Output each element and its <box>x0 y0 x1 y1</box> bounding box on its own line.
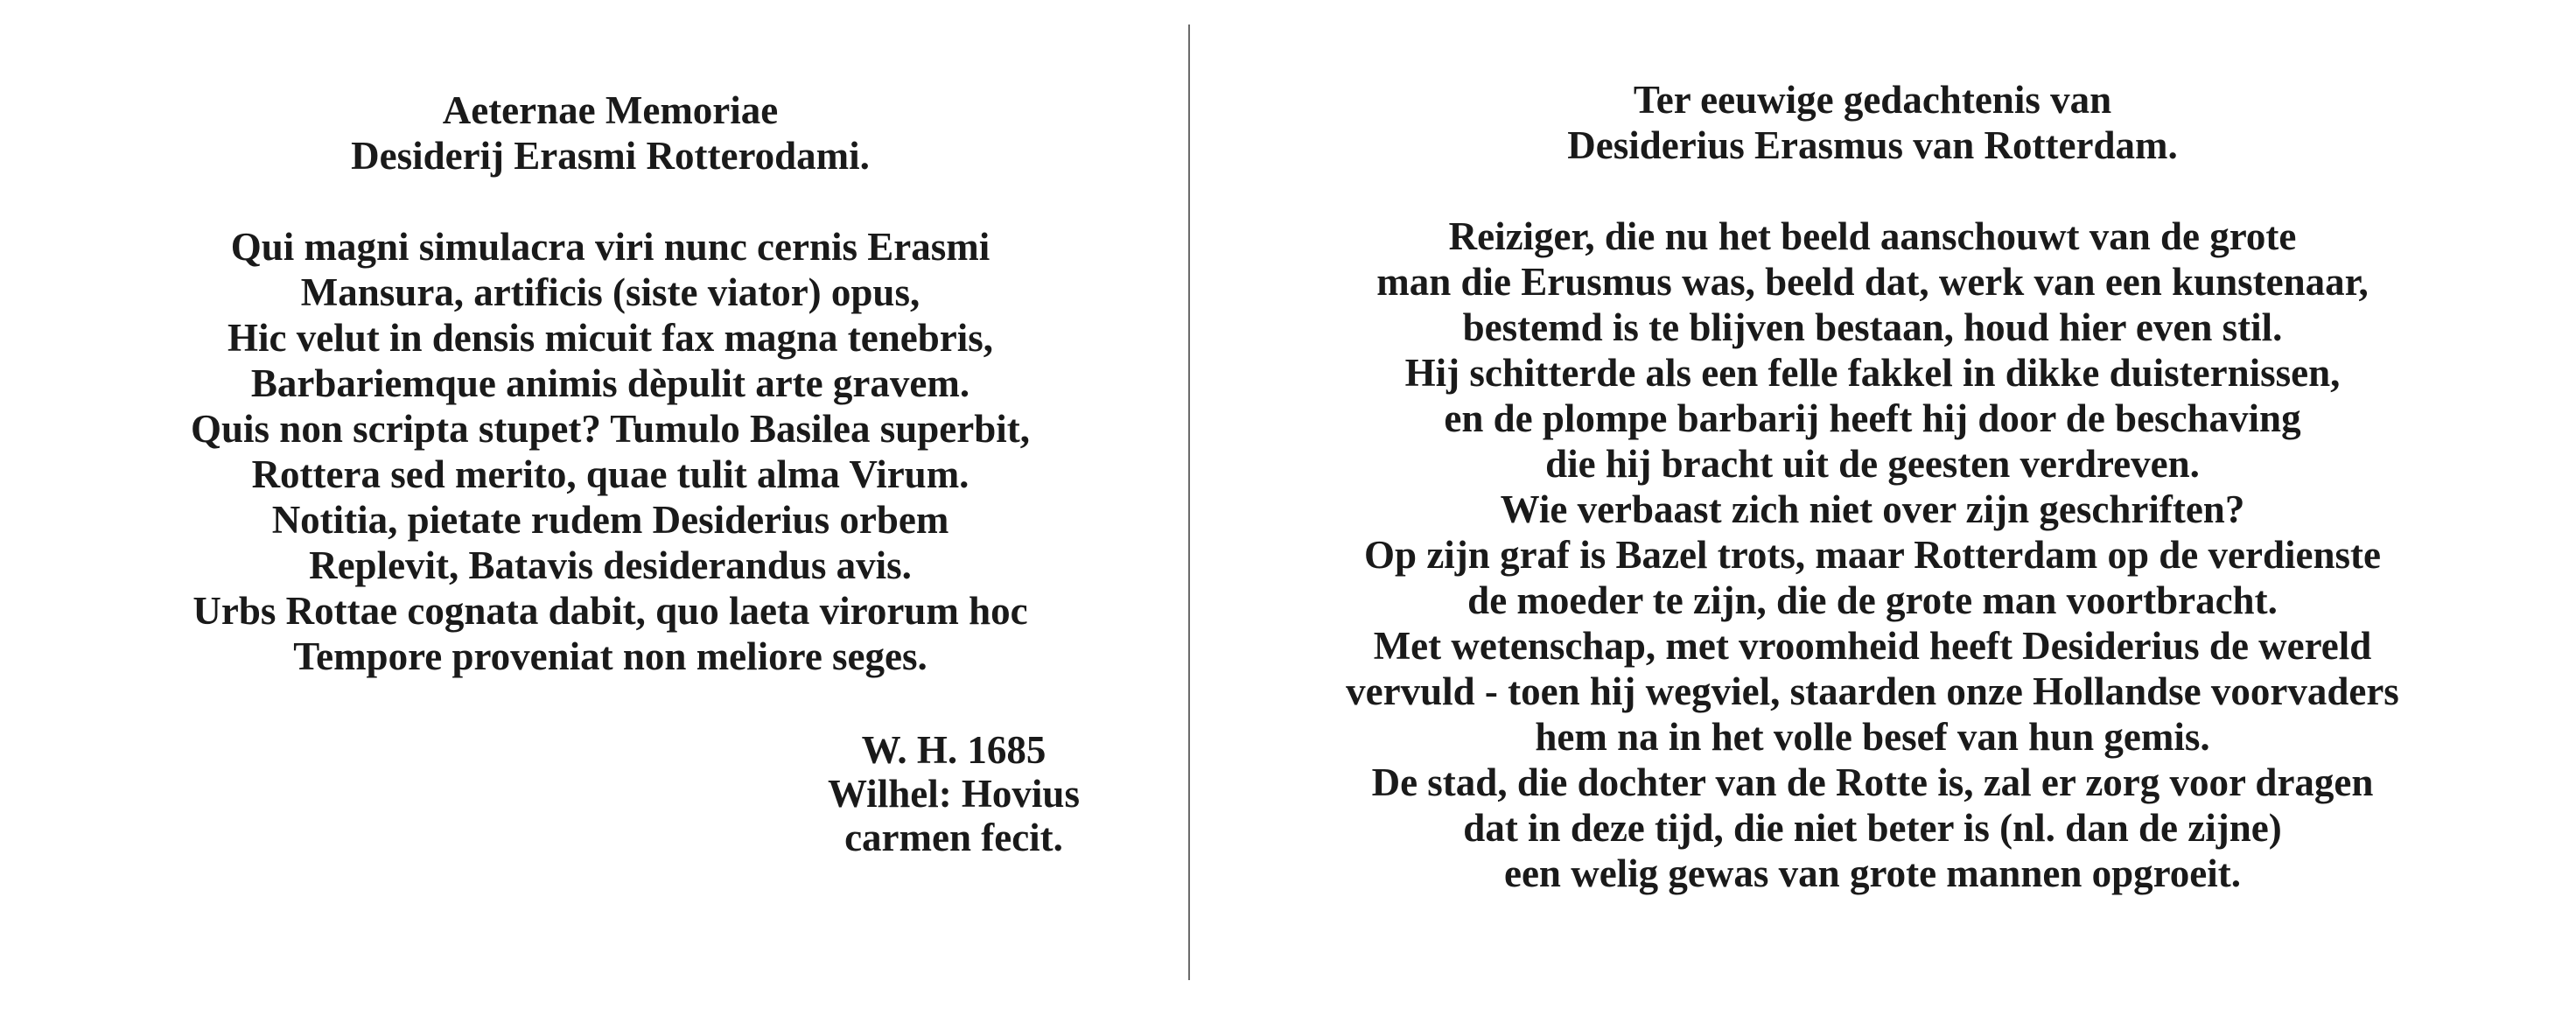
signature-date: W. H. 1685 <box>861 728 1046 772</box>
dutch-verse-line: hem na in het volle besef van hun gemis. <box>1535 715 2210 759</box>
latin-title-line-2: Desiderij Erasmi Rotterodami. <box>351 134 870 178</box>
latin-verse-line: Hic velut in densis micuit fax magna tenebris, <box>228 316 993 360</box>
dutch-verse-line: De stad, die dochter van de Rotte is, zal er zorg voor dragen <box>1371 760 2374 804</box>
latin-verse-line: Rottera sed merito, quae tulit alma Virum. <box>251 452 970 496</box>
latin-verse-line: Urbs Rottae cognata dabit, quo laeta virorum hoc <box>192 589 1028 633</box>
latin-signature <box>770 728 1138 859</box>
dutch-verse-line: dat in deze tijd, die niet beter is (nl. dan de zijne) <box>1463 806 2282 850</box>
dutch-verse-line: en de plompe barbarij heeft hij door de beschaving <box>1444 396 2301 440</box>
signature-note: carmen fecit. <box>844 816 1063 859</box>
latin-verse-line: Replevit, Batavis desiderandus avis. <box>309 543 912 587</box>
dutch-verse-line: Met wetenschap, met vroomheid heeft Desiderius de wereld <box>1373 624 2372 668</box>
latin-verse-line: Notitia, pietate rudem Desiderius orbem <box>271 498 949 542</box>
stanza-gap <box>1208 168 2538 214</box>
dutch-title-line-1: Ter eeuwige gedachtenis van <box>1633 78 2112 122</box>
dutch-verse-line: Reiziger, die nu het beeld aanschouwt van de grote <box>1448 214 2297 258</box>
latin-column <box>88 88 1133 679</box>
latin-verse-line: Quis non scripta stupet? Tumulo Basilea superbit, <box>191 407 1030 451</box>
dutch-verse-line: Hij schitterde als een felle fakkel in dikke duisternissen, <box>1404 351 2341 395</box>
stanza-gap <box>88 179 1133 224</box>
dutch-verse-line: man die Erusmus was, beeld dat, werk van een kunstenaar, <box>1376 260 2369 304</box>
signature-author: Wilhel: Hovius <box>828 772 1080 816</box>
dutch-verse-line: bestemd is te blijven bestaan, houd hier even stil. <box>1462 305 2283 349</box>
latin-title-line-1: Aeternae Memoriae <box>442 88 779 132</box>
latin-verse-line: Qui magni simulacra viri nunc cernis Erasmi <box>230 225 990 269</box>
dutch-title-line-2: Desiderius Erasmus van Rotterdam. <box>1567 123 2178 167</box>
dutch-verse-line: die hij bracht uit de geesten verdreven. <box>1545 442 2200 486</box>
latin-verse-line: Barbariemque animis dèpulit arte gravem. <box>250 361 970 405</box>
dutch-verse-line: een welig gewas van grote mannen opgroeit. <box>1503 851 2241 895</box>
dutch-column <box>1208 77 2538 896</box>
dutch-verse-line: vervuld - toen hij wegviel, staarden onze Hollandse voorvaders <box>1346 669 2399 713</box>
dutch-verse-line: Op zijn graf is Bazel trots, maar Rotterdam op de verdienste <box>1364 533 2381 577</box>
dutch-verse-line: Wie verbaast zich niet over zijn geschriften? <box>1500 487 2245 531</box>
latin-verse-line: Mansura, artificis (siste viator) opus, <box>300 270 920 314</box>
dutch-verse-line: de moeder te zijn, die de grote man voortbracht. <box>1467 578 2278 622</box>
latin-verse-line: Tempore proveniat non meliore seges. <box>293 634 928 678</box>
column-divider <box>1188 25 1190 980</box>
